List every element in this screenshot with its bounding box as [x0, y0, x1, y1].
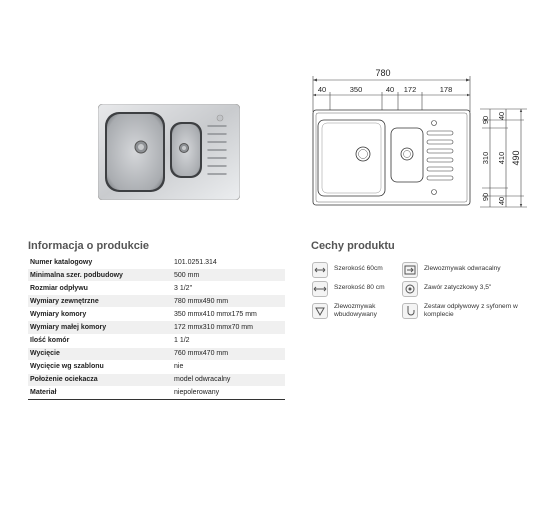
- spec-key: Położenie ociekacza: [28, 373, 172, 386]
- dim-small-bowl-height: 310: [481, 151, 490, 165]
- dim-bowl-width: 350: [349, 85, 363, 94]
- feature-label: Zlewozmywak odwracalny: [424, 265, 501, 272]
- dim-bottom-margin: 40: [497, 196, 506, 206]
- feature-label: Zawór zatyczkowy 3,5": [424, 284, 492, 291]
- feature-label: Zlewozmywak wbudowywany: [334, 303, 377, 318]
- dim-bottom-margin-small: 90: [481, 192, 490, 202]
- sink-photo: [98, 104, 240, 200]
- spec-key: Rozmiar odpływu: [28, 282, 172, 295]
- spec-row: [28, 321, 285, 334]
- dim-top-margin: 40: [497, 111, 506, 121]
- dim-mid-gap: 40: [385, 85, 395, 94]
- spec-row: [28, 347, 285, 360]
- dim-overall-height: 490: [511, 150, 521, 166]
- dim-top-margin-small: 90: [481, 115, 490, 125]
- spec-row: [28, 269, 285, 282]
- width-80-icon: [312, 281, 328, 297]
- spec-value: 500 mm: [172, 269, 285, 282]
- spec-key: Wymiary komory: [28, 308, 172, 321]
- spec-value: niepolerowany: [172, 386, 285, 399]
- spec-key: Wymiary zewnętrzne: [28, 295, 172, 308]
- feature-label: Zestaw odpływowy z syfonem w komplecie: [424, 303, 518, 318]
- dim-small-bowl-width: 172: [403, 85, 417, 94]
- spec-row: [28, 334, 285, 347]
- spec-row: [28, 295, 285, 308]
- spec-value: model odwracalny: [172, 373, 285, 386]
- dim-bowl-height: 410: [497, 151, 506, 165]
- built-in-sink-icon: [312, 303, 328, 319]
- features-title: Cechy produktu: [311, 240, 395, 252]
- spec-value: nie: [172, 360, 285, 373]
- spec-table: [28, 256, 285, 400]
- spec-row: [28, 360, 285, 373]
- spec-row: [28, 282, 285, 295]
- spec-value: 350 mmx410 mmx175 mm: [172, 308, 285, 321]
- plug-valve-icon: [402, 281, 418, 297]
- spec-key: Materiał: [28, 386, 172, 399]
- spec-value: 3 1/2": [172, 282, 285, 295]
- dim-drainer-width: 178: [439, 85, 453, 94]
- spec-value: 780 mmx490 mm: [172, 295, 285, 308]
- feature-label: Szerokość 60cm: [334, 265, 383, 272]
- feature-label: Szerokość 80 cm: [334, 284, 385, 291]
- siphon-icon: [402, 303, 418, 319]
- dim-left-margin: 40: [317, 85, 327, 94]
- spec-key: Minimalna szer. podbudowy: [28, 269, 172, 282]
- spec-row: [28, 386, 285, 399]
- spec-value: 172 mmx310 mmx70 mm: [172, 321, 285, 334]
- reversible-drainer-icon: [402, 262, 418, 278]
- spec-key: Wycięcie wg szablonu: [28, 360, 172, 373]
- spec-key: Wymiary małej komory: [28, 321, 172, 334]
- spec-key: Ilość komór: [28, 334, 172, 347]
- spec-value: 760 mmx470 mm: [172, 347, 285, 360]
- technical-drawing: [302, 62, 528, 210]
- spec-row: [28, 256, 285, 269]
- spec-value: 1 1/2: [172, 334, 285, 347]
- spec-row: [28, 373, 285, 386]
- spec-row: [28, 308, 285, 321]
- spec-key: Numer katalogowy: [28, 256, 172, 269]
- width-60-icon: [312, 262, 328, 278]
- product-info-title: Informacja o produkcie: [28, 240, 150, 252]
- spec-key: Wycięcie: [28, 347, 172, 360]
- dim-overall-width: 780: [375, 68, 391, 78]
- spec-value: 101.0251.314: [172, 256, 285, 269]
